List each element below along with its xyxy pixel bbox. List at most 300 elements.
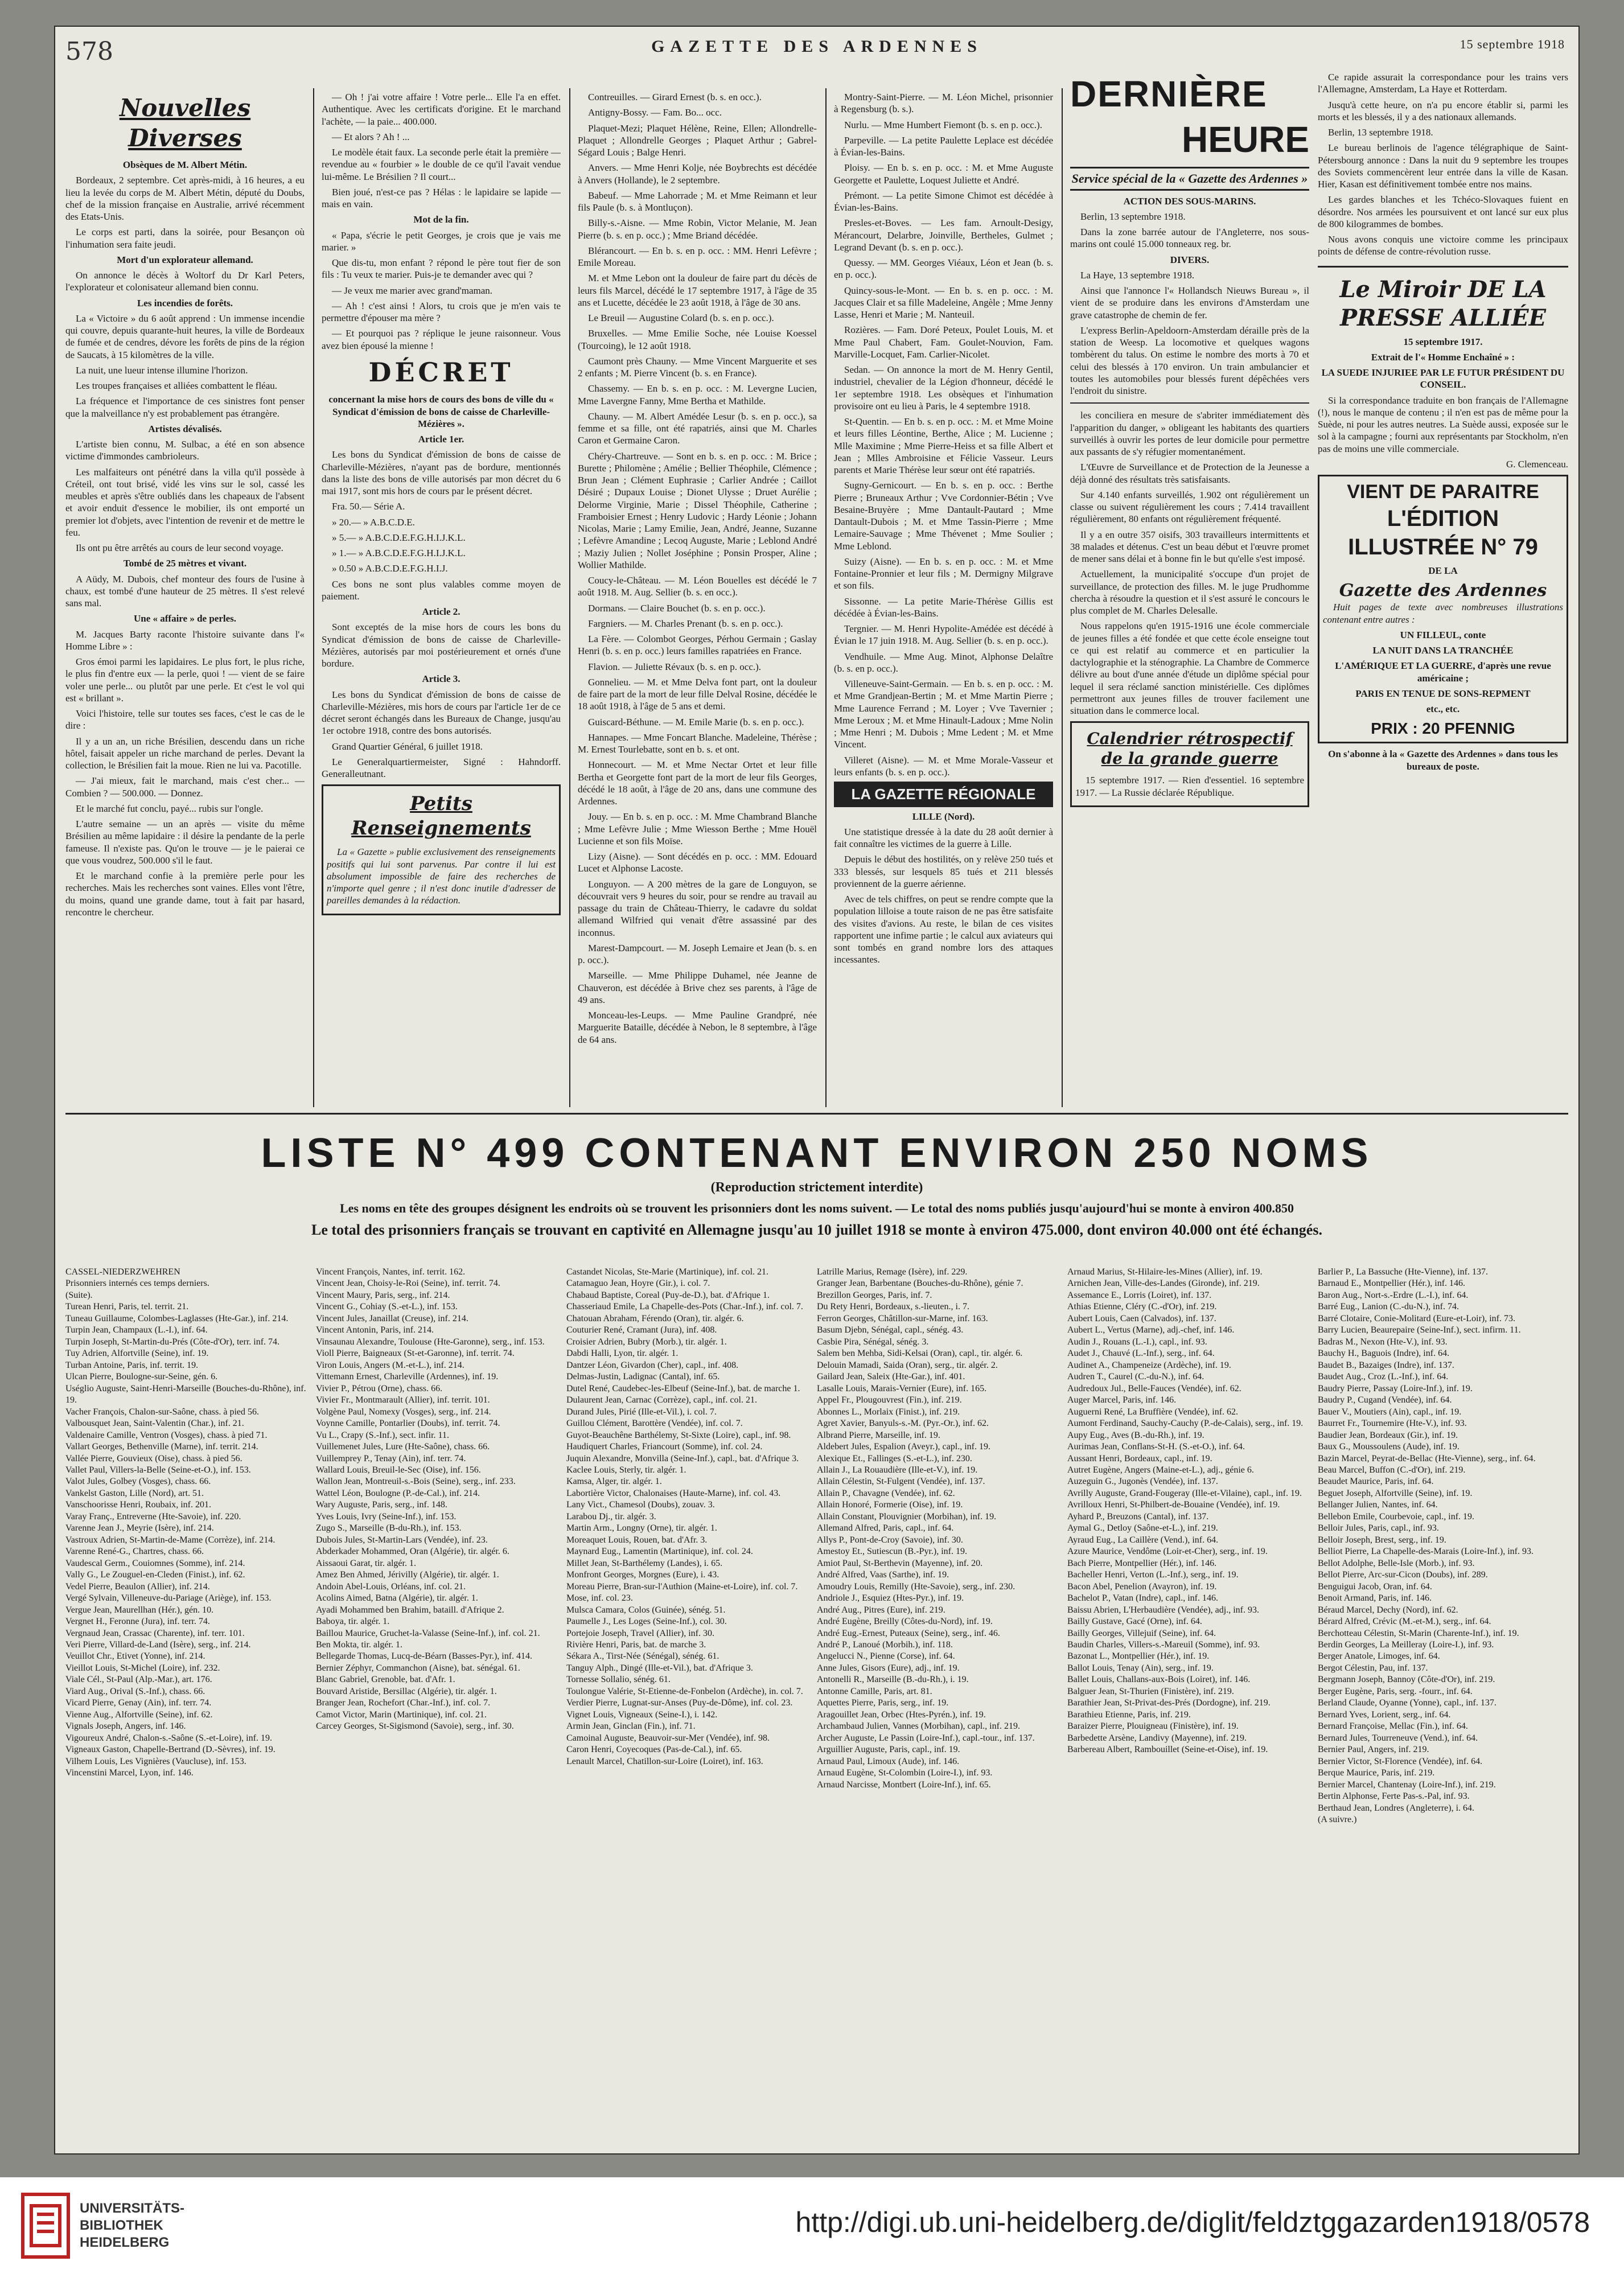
paragraph: M. Jacques Barty raconte l'histoire suivante dans l'« Homme Libre » : [65, 628, 305, 652]
paragraph: L'Œuvre de Surveillance et de Protection de la Jeunesse a déjà donné des résultats très satisfaisants. [1070, 462, 1309, 485]
prisoner-entry: Ballet Louis, Challans-aux-Bois (Loiret), inf. 146. [1067, 1675, 1251, 1685]
subscribe-note: On s'abonne à la « Gazette des Ardennes » dans tous les bureaux de poste. [1328, 749, 1558, 772]
notice-item: Parpeville. — La petite Paulette Leplace est décédée à Évian-les-Bains. [834, 134, 1053, 158]
prisoner-entry: Dubois Jules, St-Martin-Lars (Vendée), inf. 23. [316, 1535, 488, 1545]
prisoner-entry: Berque Maurice, Paris, inf. 219. [1318, 1768, 1435, 1778]
paragraph: Ce rapide assurait la correspondance pour les trains vers l'Allemagne, Amsterdam, La Haye et Rotterdam. [1318, 72, 1568, 95]
prisoner-entry: Avrilloux Henri, St-Philbert-de-Bouaine (Vendée), inf. 19. [1067, 1500, 1280, 1510]
paragraph: L'artiste bien connu, M. Sulbac, a été en son absence victime d'immondes cambrioleurs. [65, 439, 305, 462]
notice-item: Hannapes. — Mme Foncart Blanche. Madeleine, Thérèse ; M. Ernest Tourlebatte, sont en b. s. et ont. [578, 731, 817, 755]
prisoner-entry: Bernard Jules, Tourreneuve (Vend.), inf. 64. [1318, 1733, 1478, 1743]
prisoner-entry: Wary Auguste, Paris, serg., inf. 148. [316, 1500, 447, 1510]
prisoner-entry: Assemance E., Lorris (Loiret), inf. 137. [1067, 1290, 1212, 1300]
prisoner-entry: Barnaud E., Montpellier (Hér.), inf. 146. [1318, 1278, 1466, 1289]
column-derniere-heure [1070, 71, 1309, 1141]
prisoner-entry: Granger Jean, Barbentane (Bouches-du-Rhône), génie 7. [817, 1278, 1023, 1289]
prisoner-entry: Bazonat L., Montpellier (Hér.), inf. 19. [1067, 1651, 1210, 1662]
prisoner-entry: Verdier Pierre, Lugnat-sur-Anses (Puy-de-Dôme), inf. col. 23. [566, 1698, 793, 1708]
column-avis-familles [578, 91, 817, 1161]
section-title: Petits Renseignements [351, 792, 531, 840]
list-note: Les noms en tête des groupes désignent les endroits où se trouvent les prisonniers dont les noms suivent. — Le total des noms publiés jusqu'aujourd'hui se monte à environ 400.850 [339, 1201, 1294, 1215]
prisoner-entry: (Suite). [65, 1290, 93, 1300]
paragraph: Si la correspondance traduite en bon français de l'Allemagne (!), nous le manque de contenu ; il n'en est pas de même pour la Suède, ni pour les autres neutres. La Suède aussi, exposée sur le sol à la campagne ; fourni aux représentants par Stockholm, n'en pas de moins une ville commerciale. [1318, 394, 1568, 454]
headline: LILLE (Nord). [912, 811, 975, 822]
notice-item: Quincy-sous-le-Mont. — En b. s. en p. occ. : M. Jacques Clair et sa fille Madeleine, Angèle ; Mme Jenny Lasse, Henri et Marie ; M. Nanteuil. [834, 285, 1053, 320]
prisoner-entry: Auger Marcel, Paris, inf. 146. [1067, 1395, 1177, 1405]
prisoner-entry: Durand Jules, Pirié (Ille-et-Vil.), i. col. 7. [566, 1407, 717, 1417]
prisoner-entry: Bérard Alfred, Crévic (M.-et-M.), serg., inf. 64. [1318, 1617, 1491, 1627]
paragraph: Nous rappelons qu'en 1915-1916 une école commerciale de jeunes filles a été fondée et que cette école enseigne tout ce qui est relatif au commerce et en particulier la dactylographie et la sténographie. La Chambre de Commerce délivre au bout d'une année d'étude un diplôme spécial pour lequel il sera réclamé sanction ministérielle. Ces diplômes permettront aux jeunes filles de trouver facilement une situation dans le commerce local. [1070, 620, 1309, 716]
prisoner-entry: Berthaud Jean, Londres (Angleterre), i. 64. [1318, 1803, 1475, 1813]
prisoner-entry: Rivière Henri, Paris, bat. de marche 3. [566, 1640, 706, 1650]
paragraph: Que dis-tu, mon enfant ? répond le père tout fier de son fils : Tu veux te marier. Puis-je te demander avec qui ? [322, 257, 561, 281]
notice-item: Presles-et-Boves. — Les fam. Arnoult-Desigy, Mérancourt, Delarbre, Joinville, Bertheles, Gulmet ; Legrand Devant (b. s. en p. occ.). [834, 217, 1053, 253]
notice-item: Chauny. — M. Albert Amédée Lesur (b. s. en p. occ.), sa femme et sa fille, ont été rapatriés, ainsi que M. Charles Caron et Germaine Caron. [578, 410, 817, 446]
dateline: Berlin, 13 septembre 1918. [1328, 127, 1433, 138]
paragraph: Gros émoi parmi les lapidaires. Le plus fort, le plus riche, le plus fin d'entre eux — la perle, quoi ! — vient de se faire voler une perle... ou plutôt par une perle. Et c'est le vol qui est « brillant ». [65, 656, 305, 704]
notice-item: Chassemy. — En b. s. en p. occ. : M. Levergne Lucien, Mme Lavergne Fanny, Mme Bertha et Mathilde. [578, 383, 817, 406]
prisoner-entry: Archer Auguste, Le Passin (Loire-Inf.), capl.-tour., inf. 137. [817, 1733, 1035, 1743]
prisoner-entry: Antonne Camille, Paris, art. 81. [817, 1686, 932, 1696]
notice-item: Villeneuve-Saint-Germain. — En b. s. en p. occ. : M. et Mme Grandjean-Bertin ; M. et Mme Martin Pierre ; Mme Laurence Ferrand ; M. Loyer ; Vve Tavernier ; Mme Leroux ; M. et Mme Hinault-Ladoux ; Mme Nolin ; Mme Henri ; M. Dubois ; Mme Ledent ; M. et Mme Vincent. [834, 679, 1053, 750]
prisoner-entry: Basum Djebn, Sénégal, capl., sénég. 43. [817, 1325, 964, 1335]
prisoner-entry: Larabou Dj., tir. algér. 3. [566, 1511, 656, 1522]
prisoner-entry: Vignals Joseph, Angers, inf. 146. [65, 1721, 186, 1732]
prisoner-entry: Tanguy Alph., Dingé (Ille-et-Vil.), bat. d'Afrique 3. [566, 1663, 753, 1673]
signature: G. Clemenceau. [1506, 458, 1568, 470]
headline: Extrait de l'« Homme Enchaîné » : [1371, 351, 1515, 363]
prisoner-entry: Gailard Jean, Saleix (Hte-Gar.), inf. 401. [817, 1372, 965, 1382]
notice-item: Gonnelieu. — M. et Mme Delva font part, ont la douleur de faire part de la mort de leur fille Delval Rosine, décédée le 18 août 1918, à l'âge de 5 ans et demi. [578, 676, 817, 712]
prisoner-entry: Allain Constant, Plouvignier (Morbihan), inf. 19. [817, 1511, 997, 1522]
prisoner-entry: Ferron Georges, Châtillon-sur-Marne, inf. 163. [817, 1313, 988, 1323]
prisoner-entry: Bernier Victor, St-Florence (Vendée), inf. 64. [1318, 1756, 1483, 1766]
prisoner-entry: Angelucci N., Pienne (Corse), inf. 64. [817, 1651, 955, 1662]
prisoner-entry: Vallart Georges, Bethenville (Marne), inf. territ. 214. [65, 1442, 258, 1452]
prisoner-entry: Arguillier Auguste, Paris, capl., inf. 19. [817, 1745, 960, 1755]
prisoner-entry: Aupy Eug., Aves (B.-du-Rh.), inf. 19. [1067, 1430, 1204, 1440]
column-rule [569, 88, 570, 1107]
prisoner-entry: Labortière Victor, Chalonaises (Haute-Marne), inf. col. 43. [566, 1488, 781, 1498]
paragraph: Avec de tels chiffres, on peut se rendre compte que la population lilloise a toute raison de ne pas être satisfaite des visites d'avions. Au reste, le bilan de ces visites rapportent une infime partie ; le calcul aux aviateurs qui sont tombés en grand nombre lors des attaques incessantes. [834, 894, 1053, 965]
prisoner-entry: Barbereau Albert, Rambouillet (Seine-et-Oise), inf. 19. [1067, 1745, 1268, 1755]
prisoner-entry: Moreaquet Louis, Rouen, bat. d'Afr. 3. [566, 1535, 708, 1545]
column-nouvelles-diverses [65, 91, 305, 1161]
notice-item: Le Breuil — Augustine Colard (b. s. en p. occ.). [588, 313, 774, 323]
prisoner-entry: Viard Aug., Orival (S.-Inf.), chass. 66. [65, 1686, 205, 1696]
prisoner-entry: Vincent Maury, Paris, serg., inf. 214. [316, 1290, 450, 1300]
prisoner-entry: Archambaud Julien, Vannes (Morbihan), capl., inf. 219. [817, 1721, 1020, 1732]
headline: Mot de la fin. [413, 214, 469, 225]
notice-item: Marest-Dampcourt. — M. Joseph Lemaire et Jean (b. s. en p. occ.). [578, 942, 817, 965]
prisoner-entry: Camot Victor, Marin (Martinique), inf. col. 21. [316, 1709, 487, 1720]
name-column [817, 1267, 1059, 2155]
prisoner-entry: Audredoux Jul., Belle-Fauces (Vendée), inf. 62. [1067, 1383, 1241, 1393]
prisoner-entry: Dantzer Léon, Givardon (Cher), capl., inf. 408. [566, 1360, 739, 1370]
prisoner-entry: Chasseriaud Emile, La Chapelle-des-Pots (Char.-Inf.), inf. col. 7. [566, 1302, 803, 1312]
prisoner-entry: Vienne Aug., Alfortville (Seine), inf. 62. [65, 1709, 213, 1720]
notice-item: Contreuilles. — Girard Ernest (b. s. en occ.). [588, 92, 762, 102]
gazette-title: Gazette des Ardennes [1339, 580, 1547, 601]
calendrier-title: Calendrier rétrospectif de la grande guerre [1087, 729, 1293, 768]
prisoner-entry: Audet J., Chauvé (L.-Inf.), serg., inf. 64. [1067, 1348, 1215, 1359]
prisoner-entry: Dulaurent Jean, Carnac (Corrèze), capl., inf. col. 21. [566, 1395, 757, 1405]
prisoner-entry: Maynard Eug., Lamentin (Martinique), inf. col. 24. [566, 1547, 753, 1557]
notice-item: Quessy. — MM. Georges Viéaux, Léon et Jean (b. s. en p. occ.). [834, 257, 1053, 281]
prisoner-entry: Uséglio Auguste, Saint-Henri-Marseille (Bouches-du-Rhône), inf. 19. [65, 1383, 306, 1405]
prisoner-entry: Andoin Abel-Louis, Orléans, inf. col. 21. [316, 1581, 466, 1592]
prisoner-entry: Arnaud Marius, St-Hilaire-les-Mines (Allier), inf. 19. [1067, 1267, 1263, 1277]
prisoner-entry: Vankelst Gaston, Lille (Nord), art. 51. [65, 1488, 204, 1498]
prisoner-entry: Bazin Marcel, Peyrat-de-Bellac (Hte-Vienne), serg., inf. 64. [1318, 1453, 1536, 1463]
prisoner-entry: Baudry Pierre, Passay (Loire-Inf.), inf. 19. [1318, 1383, 1473, 1393]
prisoner-entry: Barré Clotaire, Conie-Molitard (Eure-et-Loir), inf. 73. [1318, 1313, 1515, 1323]
paragraph: Sont exceptés de la mise hors de cours les bons du Syndicat d'émission de bons de caisse de Charleville-Mézières, autorisés par moi postérieurement et ornés d'une bordure. [322, 622, 561, 669]
prisoner-entry: Berchotteau Célestin, St-Marin (Charente-Inf.), inf. 19. [1318, 1628, 1519, 1638]
prisoner-entry: Salem ben Mehba, Sidi-Kelsai (Oran), capl., tir. algér. 6. [817, 1348, 1023, 1359]
prisoner-entry: Brezillon Georges, Paris, inf. 7. [817, 1290, 932, 1300]
prisoner-entry: Catamaguo Jean, Hoyre (Gir.), i. col. 7. [566, 1278, 710, 1289]
column-decret [322, 91, 561, 1161]
source-url[interactable]: http://digi.ub.uni-heidelberg.de/diglit/feldztggazarden1918/0578 [795, 2206, 1590, 2238]
prisoner-entry: Latrille Marius, Remage (Isère), inf. 229. [817, 1267, 968, 1277]
headline: Les incendies de forêts. [137, 297, 233, 309]
prisoner-entry: Berland Claude, Oyanne (Yonne), capl., inf. 137. [1318, 1698, 1496, 1708]
item: PARIS EN TENUE DE SONS-REPMENT [1355, 688, 1531, 699]
list-total: Le total des prisonniers français se trouvant en captivité en Allemagne jusqu'au 10 juillet 1918 se monte à environ 475.000, dont environ 40.000 ont été échangés. [311, 1222, 1322, 1238]
prisoner-entry: Acolins Aimed, Batna (Algérie), tir. algér. 1. [316, 1593, 478, 1604]
headline: Tombé de 25 mètres et vivant. [123, 558, 247, 569]
prisoner-entry: Vigoureux André, Chalon-s.-Saône (S.-et-Loire), inf. 19. [65, 1733, 272, 1743]
prisoner-entry: Dutel René, Caudebec-les-Elbeuf (Seine-Inf.), bat. de marche 1. [566, 1383, 800, 1393]
newspaper-page [54, 26, 1580, 2155]
item: etc., etc. [1426, 704, 1460, 714]
prisoner-entry: Vincent Antonin, Paris, inf. 214. [316, 1325, 434, 1335]
name-column [1067, 1267, 1309, 2155]
prisoner-entry: Vedel Pierre, Beaulon (Allier), inf. 214. [65, 1581, 210, 1592]
prisoner-entry: Vincent François, Nantes, inf. territ. 162. [316, 1267, 466, 1277]
notice-item: Montry-Saint-Pierre. — M. Léon Michel, prisonnier à Regensburg (b. s.). [834, 92, 1053, 115]
prisoner-entry: Aussant Henri, Bordeaux, capl., inf. 19. [1067, 1453, 1212, 1463]
prisoner-entry: Beaudet Maurice, Paris, inf. 64. [1318, 1477, 1434, 1487]
prisoner-entry: Arnichen Jean, Ville-des-Landes (Gironde), inf. 219. [1067, 1278, 1260, 1289]
prisoner-entry: Vilhem Louis, Les Vignières (Vaucluse), inf. 153. [65, 1756, 246, 1766]
prisoner-entry: Valdenaire Camille, Ventron (Vosges), chass. à pied 71. [65, 1430, 268, 1440]
prisoner-entry: Vergnet H., Feronne (Jura), inf. terr. 74. [65, 1617, 210, 1627]
headline: DIVERS. [1170, 254, 1210, 265]
prisoner-entry: Varenne Jean J., Meyrie (Isère), inf. 214. [65, 1523, 214, 1533]
prisoner-entry: Arnaud Narcisse, Montbert (Loire-Inf.), inf. 65. [817, 1779, 991, 1790]
prisoner-entry: Couturier René, Cramant (Jura), inf. 408. [566, 1325, 717, 1335]
prisoner-entry: Balguer Jean, St-Thurien (Finistère), inf. 219. [1067, 1686, 1234, 1696]
prisoner-entry: Bailly Gustave, Gacé (Orne), inf. 64. [1067, 1617, 1202, 1627]
paragraph: Bien joué, n'est-ce pas ? Hélas : le lapidaire se lapide — mais en vain. [322, 186, 561, 209]
dateline: La Haye, 13 septembre 1918. [1080, 269, 1195, 281]
paragraph: 15 septembre 1917. — Rien d'essentiel. 16 septembre 1917. — La Russie déclarée République. [1075, 775, 1304, 798]
prisoner-entry: Béraud Marcel, Dechy (Nord), inf. 62. [1318, 1605, 1458, 1615]
column-avis-familles-2 [834, 91, 1053, 1161]
article-heading: Article 2. [422, 606, 461, 617]
prisoner-entry: Athias Etienne, Cléry (C.-d'Or), inf. 219. [1067, 1302, 1217, 1312]
column-rule [1062, 88, 1063, 1107]
item: L'AMÉRIQUE ET LA GUERRE, d'après une revue américaine ; [1335, 660, 1551, 684]
prisoner-entry: Wallon Jean, Montreuil-s.-Bois (Seine), serg., inf. 233. [316, 1477, 516, 1487]
prisoner-entry: Anne Jules, Gisors (Eure), adj., inf. 19. [817, 1663, 960, 1673]
decret-title: DÉCRET [368, 356, 514, 388]
paragraph: Les bons du Syndicat d'émission de bons de caisse de Charleville-Mézières, n'ayant pas de bordure, mentionnés dans la liste des bons de ville autorisés par mon décret du 6 mai 1917, sont mis hors de cours par le présent décret. [322, 449, 561, 496]
notice-item: Guiscard-Béthune. — M. Emile Marie (b. s. en p. occ.). [588, 716, 804, 727]
paragraph: Jusqu'à cette heure, on n'a pu encore établir si, parmi les morts et les blessés, il y a des nationaux allemands. [1318, 99, 1568, 122]
prisoner-entry: Valbousquet Jean, Saint-Valentin (Char.), inf. 21. [65, 1419, 244, 1429]
notice-item: Chéry-Chartreuve. — Sont en b. s. en p. occ. : M. Brice ; Burette ; Philomène ; Amélie ; Bellier Théophile, Clémence ; Brun Jean ; Clément Euphrasie ; Carlier Andrée ; Caillot Désiré ; Dupaux Louise ; Dionet Ulysse ; Druet Aurélie ; Delorme Virginie, Marie ; Dissel Théophile, Catherine ; Framboisier Ernest ; Henry Ludovic ; Hardy Léonie ; Johann Nicolas, Marie ; Lamy Emilie, Jean, André, Jeanne, Suzanne ; Lefèvre Amandine ; Lecoq Auguste, Marie ; Leblond André ; Maziy Julien ; Nollet Joséphine ; Ponsin Prosper, Aline ; Wollier Mathilde. [578, 450, 817, 570]
prisoner-entry: Azure Maurice, Vendôme (Loir-et-Cher), serg., inf. 19. [1067, 1547, 1268, 1557]
prisoner-entry: Castandet Nicolas, Ste-Marie (Martinique), inf. col. 21. [566, 1267, 769, 1277]
prisoner-entry: Amez Ben Ahmed, Jérivilly (Algérie), tir. algér. 1. [316, 1570, 499, 1580]
dateline: 15 septembre 1917. [1403, 336, 1483, 347]
paragraph: Et le marchand confie à la première perle pour les recherches. Mais les recherches sont vaines. Elles vont l'être, du moins, quand une grande dame, tout à fait par hasard, rencontre le chercheur. [65, 870, 305, 918]
notice-item: M. et Mme Lebon ont la douleur de faire part du décès de leurs fils Marcel, décédé le 17 septembre 1917, à l'âge de 35 ans et Lucette, décédée le 23 août 1918, à l'âge de 30 ans. [578, 273, 817, 308]
prisoner-entry: Vittemann Ernest, Charleville (Ardennes), inf. 19. [316, 1372, 499, 1382]
prisoner-entry: Prisonniers internés ces temps derniers. [65, 1278, 209, 1289]
prisoner-entry: Lany Vict., Chamesol (Doubs), zouav. 3. [566, 1500, 715, 1510]
notice-item: Monceau-les-Leups. — Mme Pauline Grandpré, née Marguerite Bataille, décédée à Nebon, le 8 septembre, à l'âge de 64 ans. [578, 1010, 817, 1045]
paragraph: A Aüdy, M. Dubois, chef monteur des fours de l'usine à chaux, est tombé d'une hauteur de 25 mètres. Il s'est relevé sans mal. [65, 573, 305, 609]
paragraph: Le bureau berlinois de l'agence télégraphique de Saint-Pétersbourg annonce : Dans la nuit du 9 septembre les troupes des Soviets commencèrent leur entrée dans la ville de Kasan. Hier, Kasan est définitivement tombée entre nos mains. [1318, 142, 1568, 190]
prisoner-entry: Badras M., Nexon (Hte-V.), inf. 93. [1318, 1337, 1448, 1347]
bond-row: » 0.50 » A.B.C.D.E.F.G.H.I.J. [332, 563, 448, 574]
prisoner-entry: Ayadi Mohammed ben Brahim, bataill. d'Afrique 2. [316, 1605, 504, 1615]
prisoner-entry: Baboya, tir. algér. 1. [316, 1617, 390, 1627]
prisoner-entry: Bauer V., Moutiers (Ain), capl., inf. 19. [1318, 1407, 1462, 1417]
university-library-logo [17, 2189, 74, 2263]
prisoner-entry: Barré Eug., Lanion (C.-du-N.), inf. 74. [1318, 1302, 1459, 1312]
prisoner-entry: Avrilly Auguste, Grand-Fougeray (Ille-et-Vilaine), capl., inf. 19. [1067, 1488, 1302, 1498]
prisoner-entry: Bernard Françoise, Mellac (Fin.), inf. 64. [1318, 1721, 1468, 1732]
paragraph: Sur 4.140 enfants surveillés, 1.902 ont régulièrement un classe ou suivent régulièrement les cours ; 7.414 travaillent régulièrement, 80 enfants ont régulièrement fréquenté. [1070, 489, 1309, 525]
prisoner-entry: Croisier Adrien, Bubry (Morb.), tir. algér. 1. [566, 1337, 727, 1347]
library-footer [0, 2177, 1624, 2290]
prisoner-entry: Bernier Zéphyr, Commanchon (Aisne), bat. sénégal. 61. [316, 1663, 520, 1673]
notice-item: Anvers. — Mme Henri Kolje, née Boybrechts est décédée à Anvers (Hollande), le 2 septembre. [578, 162, 817, 186]
prisoner-entry: Baron Aug., Nort-s.-Erdre (L.-I.), inf. 64. [1318, 1290, 1469, 1300]
prisoner-entry: Ayhard P., Breuzons (Cantal), inf. 137. [1067, 1511, 1209, 1522]
prisoner-entry: Amestoy Et., Sutiescun (B.-Pyr.), inf. 19. [817, 1547, 967, 1557]
prisoner-entry: Vieillot Louis, St-Michel (Loire), inf. 232. [65, 1663, 220, 1673]
notice-item: Jouy. — En b. s. en p. occ. : M. Mme Chambrand Blanche ; Mme Lefèvre Julie ; Mme Wiesson Berthe ; Mme Houël Lucienne et son fils Moïse. [578, 811, 817, 846]
paragraph: — Ah ! c'est ainsi ! Alors, tu crois que je m'en vais te permettre d'épouser ma mère ? [322, 300, 561, 323]
prisoner-entry: Beguet Joseph, Alfortville (Seine), inf. 19. [1318, 1488, 1473, 1498]
prisoner-entry: Berdin Georges, La Meilleray (Loire-I.), inf. 93. [1318, 1640, 1494, 1650]
prisoner-entry: Vastroux Adrien, St-Martin-de-Mame (Corrèze), inf. 214. [65, 1535, 276, 1545]
prisoner-entry: Turean Henri, Paris, tel. territ. 21. [65, 1302, 189, 1312]
notice-item: Vendhuile. — Mme Aug. Minot, Alphonse Delaître (b. s. en p. occ.). [834, 651, 1053, 674]
notice-item: Sissonne. — La petite Marie-Thérèse Gillis est décédée à Évian-les-Bains. [834, 595, 1053, 619]
notice-item: Marseille. — Mme Philippe Duhamel, née Jeanne de Chauveron, est décédée à Brive chez ses parents, à l'âge de 49 ans. [578, 970, 817, 1005]
prisoner-entry: Vu L., Crapy (S.-Inf.), sect. infir. 11. [316, 1430, 449, 1440]
prisoner-entry: Ayraud Eug., La Caillère (Vend.), inf. 64. [1067, 1535, 1219, 1545]
paragraph: La « Victoire » du 6 août apprend : Un immense incendie qui couvre, depuis quarante-huit heures, la ville de Bordeaux de fumée et de cendres, dévore les forêts de pins de la région de Saucats, à 15 kilomètres de la ville. [65, 313, 305, 360]
prisoner-entry: Sékara A., Tirst-Née (Sénégal), sénég. 61. [566, 1651, 720, 1662]
column-right [1318, 71, 1568, 1141]
notice-item: Tergnier. — M. Henri Hypolite-Amédée est décédé à Évian le 17 juin 1918. M. Aug. Sellier (b. s. en p. occ.). [834, 623, 1053, 647]
prisoner-entry: Bach Pierre, Montpellier (Hér.), inf. 146. [1067, 1558, 1217, 1568]
library-name: UNIVERSITÄTS- BIBLIOTHEK HEIDELBERG [80, 2201, 185, 2250]
paragraph: Une statistique dressée à la date du 28 août dernier à fait connaître les victimes de la guerre à Lille. [834, 826, 1053, 849]
de-la: DE LA [1428, 565, 1458, 576]
headline: LA SUEDE INJURIEE PAR LE FUTUR PRÉSIDENT DU CONSEIL. [1321, 367, 1565, 390]
prisoner-entry: Arnaud Eugène, St-Colombin (Loire-I.), inf. 93. [817, 1768, 993, 1778]
edition-title: L'ÉDITION ILLUSTRÉE N° 79 [1348, 505, 1538, 560]
prisoner-entry: Veri Pierre, Villard-de-Land (Isère), serg., inf. 214. [65, 1640, 251, 1650]
prisoner-entry: Baissu Abrien, L'Herbaudière (Vendée), adj., inf. 93. [1067, 1605, 1259, 1615]
paragraph: Il y a un an, un riche Brésilien, descendu dans un riche hôtel, faisait appeler un riche marchand de perles. Devant la collection, le Brésilien fait la moue. Rien ne lui va. Pacotille. [65, 735, 305, 771]
prisoner-entry: Vacher François, Chalon-sur-Saône, chass. à pied 56. [65, 1407, 260, 1417]
prisoner-entry: Audin J., Rouans (L.-I.), capl., inf. 93. [1067, 1337, 1207, 1347]
prisoner-entry: Vanschoorisse Henri, Roubaix, inf. 201. [65, 1500, 211, 1510]
signature: Le Generalquartiermeister, Signé : Hahndorff. Generalleutnant. [322, 756, 561, 779]
prisoner-entry: Kamsa, Alger, tir. algér. 1. [566, 1477, 662, 1487]
paragraph: La fréquence et l'importance de ces sinistres font penser que la malveillance n'y est probablement pas étrangère. [65, 396, 305, 419]
vient-de-paraitre: VIENT DE PARAITRE [1347, 481, 1539, 503]
derniere-title: DERNIÈRE [1070, 73, 1268, 114]
notice-item: Sugny-Gernicourt. — En b. s. en p. occ. : Berthe Pierre ; Bruneaux Arthur ; Vve Cordonnier-Bétin ; Vve Besaine-Bruyère ; Mme Dantault-Pautard ; Mme Dantault-Dubois ; M. et Mme Tassin-Pierre ; Mme Lemaire-Sauvage ; Mme Thévenet ; Mme Soulier ; Mme Leblond. [834, 480, 1053, 552]
prisoner-entry: Bacon Abel, Penelion (Avayron), inf. 19. [1067, 1581, 1217, 1592]
prisoner-entry: Barry Lucien, Beaurepaire (Seine-Inf.), sect. infirm. 11. [1318, 1325, 1521, 1335]
paragraph: Actuellement, la municipalité s'occupe d'un projet de surveillance, de protection des filles. M. le juge Prudhomme chercha à résoudre la question et il s'est assuré le concours le plus complet de M. Charles Delesalle. [1070, 569, 1309, 616]
prisoner-entry: Guillou Clément, Barottère (Vendée), inf. col. 7. [566, 1419, 743, 1429]
prisoner-entry: Mulsca Camara, Colos (Guinée), sénég. 51. [566, 1605, 726, 1615]
prisoner-entry: Bailly Georges, Villejuif (Seine), inf. 64. [1067, 1628, 1216, 1638]
headline: Artistes dévalisés. [148, 423, 222, 434]
prisoner-entry: Bauchy H., Baguois (Indre), inf. 64. [1318, 1348, 1450, 1359]
running-head [54, 37, 1580, 56]
paragraph: La nuit, une lueur intense illumine l'horizon. [76, 364, 248, 376]
prisoner-entry: Guyot-Beauchêne Barthélemy, St-Sixte (Loire), capl., inf. 98. [566, 1430, 791, 1440]
section-title: Nouvelles Diverses [119, 94, 251, 152]
prisoner-entry: Belloir Joseph, Brest, serg., inf. 19. [1318, 1535, 1446, 1545]
notice-item: Longuyon. — A 200 mètres de la gare de Longuyon, se découvrait vers 9 heures du soir, pour se rendre au travail au passage du train de Château-Thierry, le cadavre du soldat allemand Wilfried qui venait d'être assassiné par des inconnus. [578, 878, 817, 938]
prisoner-entry: Bernard Yves, Lorient, serg., inf. 64. [1318, 1709, 1451, 1720]
prisoner-entry: Kaclee Louis, Sterly, tir. algér. 1. [566, 1465, 686, 1475]
paragraph: Les gardes blanches et les Tchéco-Slovaques fuient en désordre. Nos armées les poursuivent et ont lancé sur eux plus de 800 kilogrammes de bombes. [1318, 194, 1568, 229]
prisoner-entry: Vivier P., Pétrou (Orne), chass. 66. [316, 1383, 443, 1393]
prisoner-entry: Arnaud Paul, Limoux (Aude), inf. 146. [817, 1756, 960, 1766]
name-column [316, 1267, 558, 2155]
running-head-title: GAZETTE DES ARDENNES [651, 37, 982, 56]
notice-item: Plaquet-Mezi; Plaquet Hélène, Reine, Ellen; Allondrelle-Plaquet ; Allondrelle Georges ; Plaquet Arthur ; Gabrel-Ségard Louis ; Balge Henri. [578, 122, 817, 158]
paragraph: Et le marché fut conclu, payé... rubis sur l'ongle. [76, 803, 264, 814]
paragraph: Le corps est parti, dans la soirée, pour Besançon où l'inhumation sera faite jeudi. [65, 227, 305, 250]
prisoner-entry: Amiot Paul, St-Berthevin (Mayenne), inf. 20. [817, 1558, 983, 1568]
prisoner-entry: Paumelle J., Les Loges (Seine-Inf.), col. 30. [566, 1617, 727, 1627]
prisoner-entry: Berger Anatole, Limoges, inf. 64. [1318, 1651, 1440, 1662]
notice-item: Caumont près Chauny. — Mme Vincent Marguerite et ses 2 enfants ; M. Pierre Vincent (b. s. en France). [578, 355, 817, 379]
prisoner-entry: Juquin Alexandre, Monvilla (Seine-Inf.), capl., bat. d'Afrique 3. [566, 1453, 799, 1463]
prisoner-entry: Vergue Jean, Maurellhan (Hér.), gén. 10. [65, 1605, 214, 1615]
prisoner-entry: Bellanger Julien, Nantes, inf. 64. [1318, 1500, 1438, 1510]
prisoner-entry: Baux G., Moussoulens (Aude), inf. 19. [1318, 1442, 1459, 1452]
prisoner-entry: Millet Jean, St-Barthélemy (Landes), i. 65. [566, 1558, 723, 1568]
prisoner-entry: Martin Arm., Longny (Orne), tir. algér. 1. [566, 1523, 717, 1533]
prisoner-entry: André Eug.-Ernest, Puteaux (Seine), serg., inf. 46. [817, 1628, 1000, 1638]
paragraph: Bordeaux, 2 septembre. Cet après-midi, à 16 heures, a eu lieu la levée du corps de M. Albert Métin, député du Doubs, chef de la mission française en Australie, arrivé récemment des Etats-Unis. [65, 175, 305, 222]
miroir-title: Le Miroir DE LA PRESSE ALLIÉE [1339, 276, 1547, 331]
prisoner-entry: Aubert Louis, Caen (Calvados), inf. 137. [1067, 1313, 1216, 1323]
prisoner-entry: Allain J., La Rouaudière (Ille-et-V.), inf. 19. [817, 1465, 978, 1475]
prisoner-entry: Auguerni René, La Bruffière (Vendée), inf. 62. [1067, 1407, 1239, 1417]
prisoner-entry: Vally G., Le Zouguel-en-Cleden (Finist.), inf. 62. [65, 1570, 245, 1580]
bond-row: » 5.— » A.B.C.D.E.F.G.H.I.J.K.L. [332, 532, 466, 543]
paragraph: L'express Berlin-Apeldoorn-Amsterdam déraille près de la station de Weesp. La locomotive et quelques wagons tombèrent du talus. On estime le nombre des morts à 70 et celui des blessés à 170 environ. Un train ambulancier et toutes les automobiles pour blessés furent dépêchées vers l'endroit du sinistre. [1070, 324, 1309, 396]
prisoner-entry: Bergmann Joseph, Bannoy (Côte-d'Or), inf. 219. [1318, 1675, 1495, 1685]
paragraph: Les bons du Syndicat d'émission de bons de caisse de Charleville-Mézières, mis hors de cours par l'article 1er de ce décret seront échangés dans les Bureaux de Change, jusqu'au 1er octobre 1918, contre des bons autorisés. [322, 689, 561, 737]
prisoner-entry: Ballot Louis, Tenay (Ain), serg., inf. 19. [1067, 1663, 1214, 1673]
prisoner-entry: Belloir Jules, Paris, capl., inf. 93. [1318, 1523, 1439, 1533]
prisoner-entry: Wattel Léon, Boulogne (P.-de-Cal.), inf. 214. [316, 1488, 480, 1498]
prisoner-entry: Baraizer Pierre, Plouigneau (Finistère), inf. 19. [1067, 1721, 1239, 1732]
notice-item: Villeret (Aisne). — M. et Mme Morale-Vasseur et leurs enfants (b. s. en p. occ.). [834, 754, 1053, 778]
prisoner-entry: Moreau Pierre, Bran-sur-l'Authion (Maine-et-Loire), inf. col. 7. [566, 1581, 798, 1592]
paragraph: Nous avons conquis une victoire comme les principaux points de défense de contre-révolution russe. [1318, 234, 1568, 257]
prisoner-entry: Vicard Pierre, Genay (Ain), inf. terr. 74. [65, 1698, 212, 1708]
prisoner-entry: Bacheller Henri, Verton (L.-Inf.), serg., inf. 19. [1067, 1570, 1239, 1580]
prisoner-entry: André P., Lanoué (Morbih.), inf. 118. [817, 1640, 953, 1650]
notice-item: Billy-s.-Aisne. — Mme Robin, Victor Melanie, M. Jean Pierre (b. s. en p. occ.) ; Mme Briand décédée. [578, 217, 817, 241]
paragraph: Voici l'histoire, telle sur toutes ses faces, c'est le cas de le dire : [65, 708, 305, 731]
list-title: LISTE N° 499 CONTENANT ENVIRON 250 NOMS [261, 1130, 1373, 1176]
prisoner-entry: Viale Cél., St-Paul (Alp.-Mar.), art. 176. [65, 1675, 212, 1685]
paragraph: Ces bons ne sont plus valables comme moyen de paiement. [322, 578, 561, 602]
article-heading: Article 1er. [418, 434, 464, 445]
prisoner-entry: Aldebert Jules, Espalion (Aveyr.), capl., inf. 19. [817, 1442, 990, 1452]
prisoner-entry: Veuillot Chr., Etivet (Yonne), inf. 214. [65, 1651, 205, 1662]
dateline: Berlin, 13 septembre 1918. [1080, 211, 1186, 222]
prisoner-entry: Bernier Marcel, Chantenay (Loire-Inf.), inf. 219. [1318, 1779, 1496, 1790]
prisoner-entry: Bernier Paul, Angers, inf. 219. [1318, 1745, 1429, 1755]
prisoner-entry: Baudet B., Bazaiges (Indre), inf. 137. [1318, 1360, 1454, 1370]
paragraph: L'autre semaine — un an après — visite du même Brésilien au même lapidaire : il désire la pendante de la perle fameuse. Il n'existe pas. Qu'on le trouve — je le paierai ce que vous voudrez, 500.000 s'il le faut. [65, 819, 305, 866]
prisoner-entry: Albrand Pierre, Marseille, inf. 19. [817, 1430, 940, 1440]
notice-item: Dormans. — Claire Bouchet (b. s. en p. occ.). [588, 602, 766, 614]
prisoner-entry: Chatouan Abraham, Férendo (Oran), tir. algér. 6. [566, 1313, 744, 1323]
prisoner-entry: André Eugène, Breilly (Côtes-du-Nord), inf. 19. [817, 1617, 993, 1627]
list-subtitle: (Reproduction strictement interdite) [710, 1180, 923, 1195]
notice-item: Antigny-Bossy. — Fam. Bo... occ. [588, 107, 722, 118]
prisoner-entry: Baillou Maurice, Gruchet-la-Valasse (Seine-Inf.), inf. col. 21. [316, 1628, 540, 1638]
paragraph: Il y a en outre 357 oisifs, 303 travailleurs intermittents et 38 malades et détenus. C'est un beau début et l'œuvre promet de mener sans délai et à bonne fin le but qu'elle s'est imposé. [1070, 529, 1309, 564]
prisoner-entry: Tuneau Guillaume, Colombes-Laglasses (Hte-Gar.), inf. 214. [65, 1313, 289, 1323]
prisoner-entry: Vincenstini Marcel, Lyon, inf. 146. [65, 1768, 194, 1778]
prisoner-entry: Dabdi Halli, Lyon, tir. algér. 1. [566, 1348, 679, 1359]
price: PRIX : 20 PFENNIG [1371, 720, 1515, 738]
prisoner-entry: Blanc Gabriel, Grenoble, bat. d'Afr. 1. [316, 1675, 455, 1685]
prisoner-entry: Aumont Ferdinand, Sauchy-Cauchy (P.-de-Calais), serg., inf. 19. [1067, 1419, 1304, 1429]
prisoner-entry: Belliot Pierre, La Chapelle-des-Marais (Loire-Inf.), inf. 93. [1318, 1547, 1533, 1557]
item: LA NUIT DANS LA TRANCHÉE [1372, 645, 1514, 656]
prisoner-entry: Benguigui Jacob, Oran, inf. 64. [1318, 1581, 1432, 1592]
prisoner-entry: CASSEL-NIEDERZWEHREN [65, 1267, 180, 1277]
prisoner-entry: Vaudescal Germ., Couiomnes (Somme), inf. 214. [65, 1558, 245, 1568]
handwritten-page-number: 578 [65, 37, 113, 66]
prisoner-entry: Vallet Paul, Villers-la-Belle (Seine-et-O.), inf. 153. [65, 1465, 251, 1475]
notice-item: Nurlu. — Mme Humbert Fiemont (b. s. en p. occ.). [844, 119, 1042, 130]
prisoner-entry: Bertin Alphonse, Ferte Pas-s.-Pal, inf. 93. [1318, 1791, 1470, 1802]
column-rule [313, 88, 314, 1107]
prisoner-entry: Beau Marcel, Buffon (C.-d'Or), inf. 219. [1318, 1465, 1466, 1475]
column-rule [825, 88, 827, 1107]
prisoner-entry: (A suivre.) [1318, 1815, 1357, 1825]
prisoner-entry: Andriole J., Esquiez (Htes-Pyr.), inf. 19. [817, 1593, 964, 1604]
